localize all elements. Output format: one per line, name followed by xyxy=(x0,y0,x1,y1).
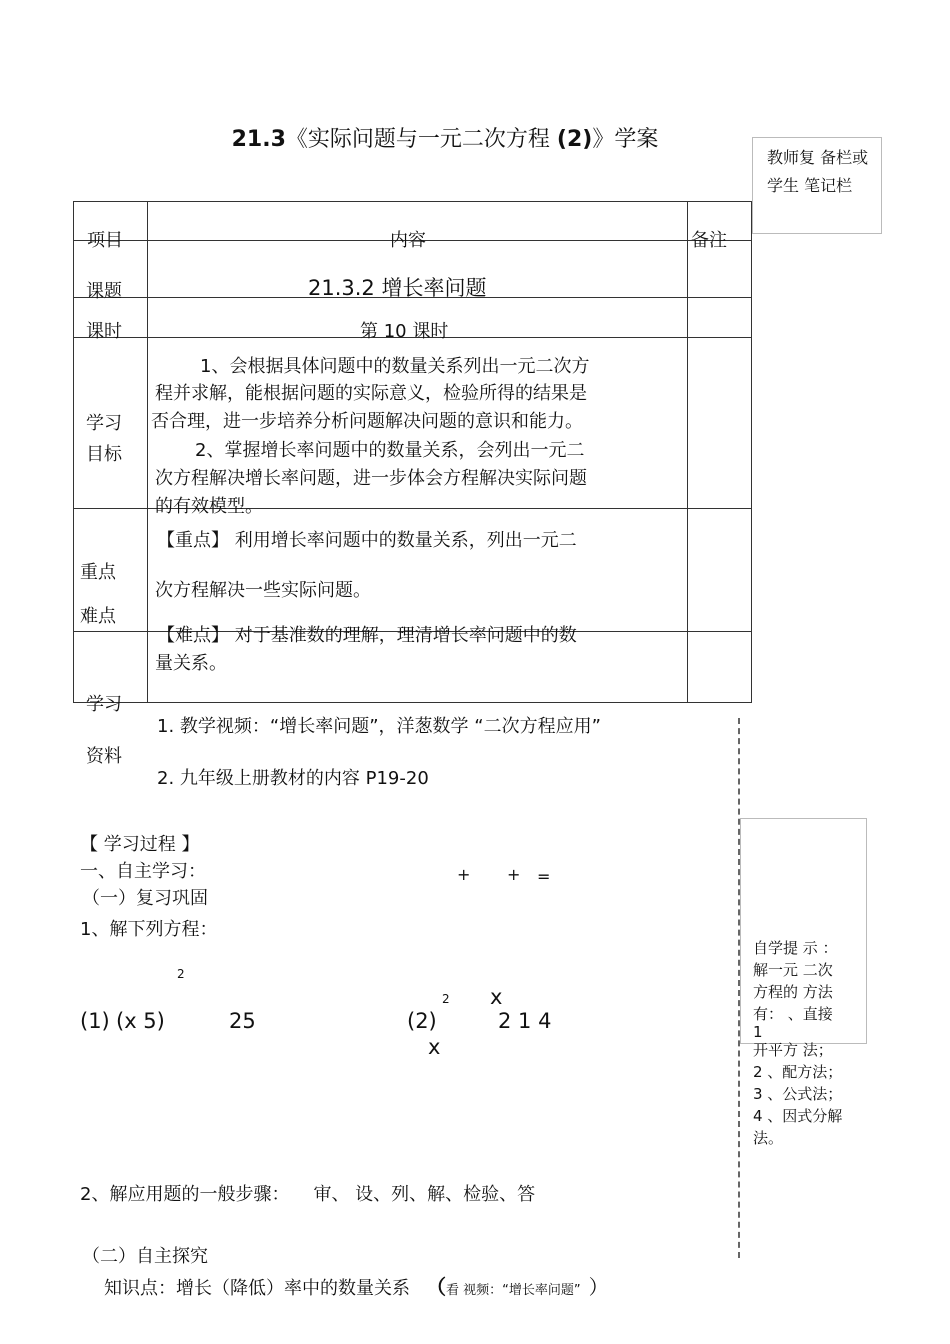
table-rule xyxy=(687,201,688,703)
question-two xyxy=(80,1180,535,1206)
title-paren: (2) xyxy=(556,127,593,152)
period-value: 第 10 课时 xyxy=(360,321,449,342)
eq2-x-top: x xyxy=(490,985,503,1009)
kp-video-note: 看 视频：“增长率问题” xyxy=(446,1283,581,1298)
kp-paren: ） xyxy=(588,1275,609,1299)
table-rule xyxy=(73,201,752,202)
materials-label: 资料 xyxy=(86,746,122,767)
process-heading: 【 学习过程 】 xyxy=(80,834,200,855)
tip-line: 解一元 二次 xyxy=(753,961,833,979)
stray-symbol: + xyxy=(457,865,471,884)
tip-line: 4 、因式分解 xyxy=(753,1107,843,1125)
topic-value: 21.3.2 增长率问题 xyxy=(308,276,487,300)
material-item: 1. 教学视频：“增长率问题”，洋葱数学 “二次方程应用” xyxy=(157,716,601,737)
key-label: 重点 xyxy=(80,562,116,583)
table-rule xyxy=(147,201,148,703)
tip-line: 自学提 示 ： xyxy=(753,939,838,957)
eq2-exponent: 2 xyxy=(442,992,450,1006)
key-label: 难点 xyxy=(80,606,116,627)
goal-line: 次方程解决增长率问题，进一步体会方程解决实际问题 xyxy=(155,468,587,489)
materials-label: 学习 xyxy=(86,694,122,715)
goals-label: 目标 xyxy=(86,444,122,465)
goal-line: 的有效模型。 xyxy=(155,496,263,517)
knowledge-point xyxy=(104,1271,609,1300)
table-rule xyxy=(751,201,752,703)
difficult-point: 【难点】 对于基准数的理解，理清增长率问题中的数 xyxy=(157,625,577,646)
tip-line: 有： 、直接 xyxy=(753,1005,833,1023)
eq1-label: (1) xyxy=(80,1009,110,1033)
table-rule xyxy=(73,201,74,703)
eq2-label: (2) xyxy=(407,1009,437,1033)
knowledge-point-main: 知识点：增长（降低）率中的数量关系 xyxy=(104,1278,410,1299)
tip-line: 方程的 方法 xyxy=(753,983,833,1001)
header-content: 内容 xyxy=(390,230,426,251)
goal-line: 2、掌握增长率问题中的数量关系，会列出一元二 xyxy=(195,440,585,461)
title-right: 》学案 xyxy=(592,127,659,152)
question-two-label: 2、解应用题的一般步骤： xyxy=(80,1184,290,1205)
tip-line: 开平方 法； xyxy=(753,1041,833,1059)
eq1-exponent: 2 xyxy=(177,967,185,981)
part-one-heading: 一、自主学习： xyxy=(80,861,206,882)
goals-label: 学习 xyxy=(86,413,122,434)
header-note: 备注 xyxy=(691,230,727,251)
goal-line: 1、会根据具体问题中的数量关系列出一元二次方 xyxy=(200,356,590,377)
tip-line: 1 xyxy=(753,1023,763,1041)
difficult-point: 量关系。 xyxy=(155,653,227,674)
review-heading: （一）复习巩固 xyxy=(82,888,208,909)
tip-line: 法。 xyxy=(753,1129,784,1147)
teacher-note-box xyxy=(752,137,882,234)
key-point: 【重点】 利用增长率问题中的数量关系，列出一元二 xyxy=(157,530,577,551)
eq2-x-bottom: x xyxy=(428,1035,441,1059)
eq1-body: (x 5) xyxy=(116,1009,165,1033)
stray-symbol: + xyxy=(507,865,521,884)
title-number: 21.3 xyxy=(231,127,286,152)
study-tip xyxy=(753,937,842,1149)
stray-symbol: = xyxy=(537,867,551,886)
eq1-rhs: 25 xyxy=(229,1009,256,1033)
tip-line: 2 、配方法； xyxy=(753,1063,843,1081)
eq2-numbers: 2 1 4 xyxy=(498,1009,552,1033)
header-item: 项目 xyxy=(87,230,123,251)
material-item: 2. 九年级上册教材的内容 P19-20 xyxy=(157,768,429,789)
goal-line: 否合理，进一步培养分析问题解决问题的意识和能力。 xyxy=(151,411,583,432)
title-left: 《实际问题与一元二次方程 xyxy=(285,127,550,152)
explore-heading: （二）自主探究 xyxy=(82,1246,208,1267)
goal-line: 程并求解，能根据问题的实际意义，检验所得的结果是 xyxy=(155,383,587,404)
period-label: 课时 xyxy=(86,321,122,342)
question-two-steps: 审、 设、列、解、检验、答 xyxy=(313,1184,536,1205)
teacher-note-text: 教师复 备栏或学生 笔记栏 xyxy=(767,148,869,195)
key-point: 次方程解决一些实际问题。 xyxy=(155,580,371,601)
tip-line: 3 、公式法； xyxy=(753,1085,843,1103)
question-one: 1、解下列方程： xyxy=(80,919,218,940)
topic-label: 课题 xyxy=(86,281,122,302)
kp-paren: （ xyxy=(426,1275,446,1299)
table-rule xyxy=(73,702,752,703)
